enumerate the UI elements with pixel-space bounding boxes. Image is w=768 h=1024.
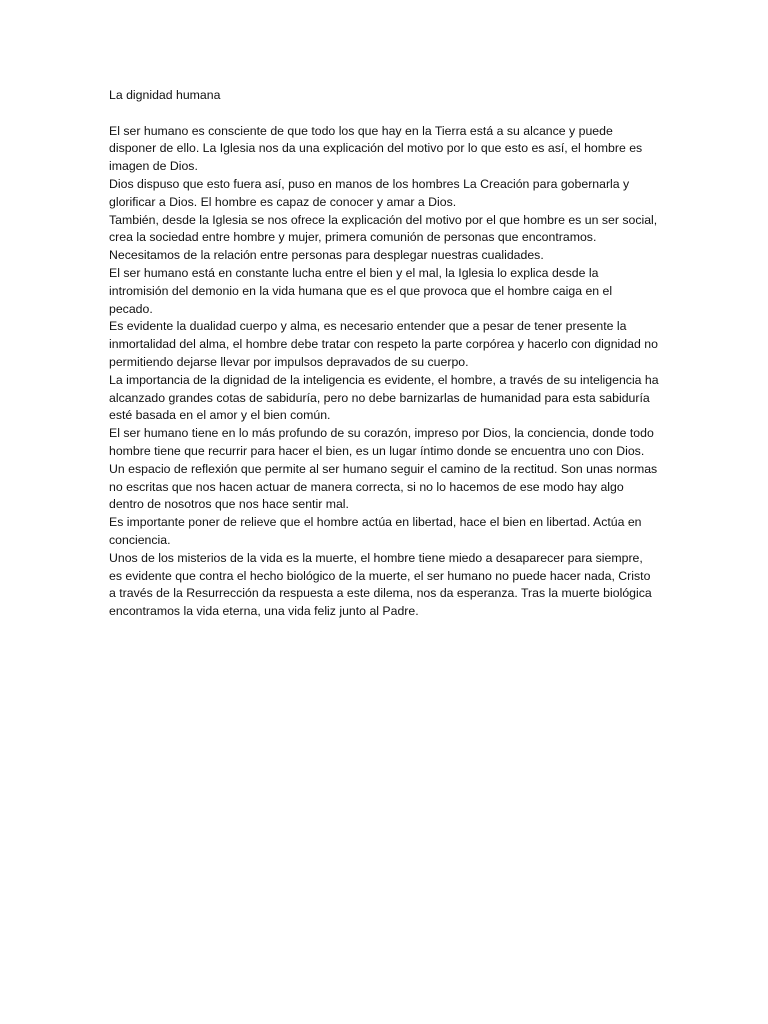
- paragraph: La importancia de la dignidad de la inteligencia es evidente, el hombre, a través de su inteligencia ha alcanzado grandes cotas de sabiduría, pero no debe barnizarlas de humanidad para esta sabiduría esté basada en el amor y el bien común.: [109, 372, 659, 423]
- paragraph: También, desde la Iglesia se nos ofrece la explicación del motivo por el que hombre es un ser social, crea la sociedad entre hombre y mujer, primera comunión de personas que encontramos. Necesitamos de la relación entre personas para desplegar nuestras cualidades.: [109, 212, 658, 263]
- paragraph: Es importante poner de relieve que el hombre actúa en libertad, hace el bien en libertad. Actúa en conciencia.: [109, 515, 642, 547]
- document-body: [109, 87, 659, 621]
- document-title: La dignidad humana: [109, 88, 221, 102]
- paragraph: Es evidente la dualidad cuerpo y alma, es necesario entender que a pesar de tener presente la inmortalidad del alma, el hombre debe tratar con respeto la parte corpórea y hacerlo con dignidad no permitiendo dejarse llevar por impulsos depravados de su cuerpo.: [109, 319, 658, 369]
- paragraph: El ser humano está en constante lucha entre el bien y el mal, la Iglesia lo explica desde la intromisión del demonio en la vida humana que es el que provoca que el hombre caiga en el pecado.: [109, 265, 613, 316]
- paragraph: El ser humano tiene en lo más profundo de su corazón, impreso por Dios, la conciencia, donde todo hombre tiene que recurrir para hacer el bien, es un lugar íntimo donde se encuentra uno con Dios. Un espacio de reflexión que permite al ser humano seguir el camino de la rectitud. Son unas normas no escritas que nos hacen actuar de manera correcta, si no lo hacemos de ese modo hay algo dentro de nosotros que nos hace sentir mal.: [109, 426, 658, 512]
- paragraph: Unos de los misterios de la vida es la muerte, el hombre tiene miedo a desaparecer para siempre, es evidente que contra el hecho biológico de la muerte, el ser humano no puede hacer nada, Cristo a través de la Resurrección da respuesta a este dilema, nos da esperanza. Tras la muerte biológica encontramos la vida eterna, una vida feliz junto al Padre.: [109, 550, 652, 619]
- paragraph: El ser humano es consciente de que todo los que hay en la Tierra está a su alcance y puede disponer de ello. La Iglesia nos da una explicación del motivo por lo que esto es así, el hombre es imagen de Dios.: [109, 123, 643, 174]
- paragraph: Dios dispuso que esto fuera así, puso en manos de los hombres La Creación para gobernarla y glorificar a Dios. El hombre es capaz de conocer y amar a Dios.: [109, 176, 630, 209]
